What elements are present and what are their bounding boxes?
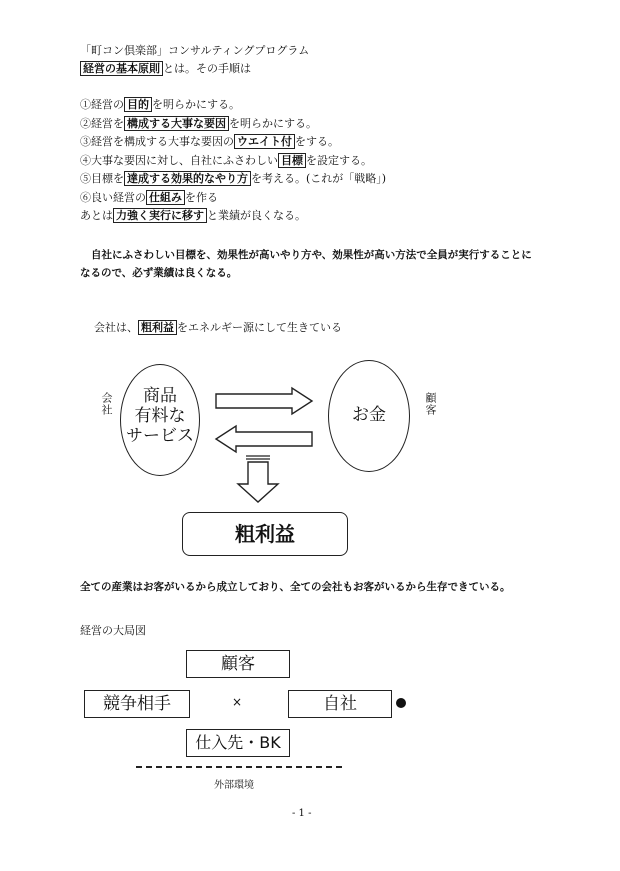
step-boxed: 構成する大事な要因 xyxy=(124,116,229,131)
step-pre: ②経営を xyxy=(80,116,124,130)
step-boxed: 目標 xyxy=(278,153,306,168)
summary-paragraph: 自社にふさわしい目標を、効果性が高いやり方や、効果性が高い方法で全員が実行することになるので、必ず業績は良くなる。 xyxy=(80,249,532,279)
step-boxed: 力強く実行に移す xyxy=(113,208,207,223)
gross-profit-box: 粗利益 xyxy=(182,512,348,556)
profit-line xyxy=(94,321,342,335)
arrow-left-icon xyxy=(212,424,316,454)
arrow-down-icon xyxy=(234,454,282,504)
step-3 xyxy=(80,135,386,149)
environment-dashed-line xyxy=(136,766,342,768)
arrow-right-icon xyxy=(212,386,316,416)
step-pre: ③経営を構成する大事な要因の xyxy=(80,135,234,148)
step-7 xyxy=(80,209,386,223)
step-pre: ⑥良い経営の xyxy=(80,190,146,204)
competitor-box: 競争相手 xyxy=(84,690,190,718)
step-boxed: 達成する効果的なやり方 xyxy=(124,171,251,186)
step-5 xyxy=(80,172,386,186)
step-2 xyxy=(80,117,386,131)
step-post: と業績が良くなる。 xyxy=(207,209,306,222)
step-pre: あとは xyxy=(80,209,113,222)
money-text: お金 xyxy=(352,405,386,425)
step-post: を設定する。 xyxy=(306,153,372,167)
step-post: を明らかにする。 xyxy=(229,116,317,130)
step-boxed: 目的 xyxy=(124,97,152,112)
step-boxed: 仕組み xyxy=(146,190,185,205)
step-post: を作る xyxy=(185,190,218,204)
step-4 xyxy=(80,154,386,168)
big-picture-title: 経営の大局図 xyxy=(80,624,146,637)
profit-line-boxed: 粗利益 xyxy=(138,320,177,335)
steps-list xyxy=(80,98,386,228)
principles-heading-boxed: 経営の基本原則 xyxy=(80,61,163,76)
step-pre: ④大事な要因に対し、自社にふさわしい xyxy=(80,153,278,167)
step-pre: ⑤目標を xyxy=(80,172,124,185)
profit-line-pre: 会社は、 xyxy=(94,321,138,334)
self-company-box: 自社 xyxy=(288,690,392,718)
principles-heading xyxy=(80,62,251,76)
company-label: 会社 xyxy=(100,392,113,416)
step-post: をする。 xyxy=(295,135,339,148)
step-1 xyxy=(80,98,386,112)
step-pre: ①経営の xyxy=(80,98,124,111)
step-boxed: ウエイト付 xyxy=(234,134,295,149)
times-symbol: × xyxy=(232,695,243,709)
customer-box: 顧客 xyxy=(186,650,290,678)
step-6 xyxy=(80,191,386,205)
step-post: を考える。(これが「戦略」) xyxy=(251,172,387,185)
environment-label: 外部環境 xyxy=(214,780,254,791)
industry-note: 全ての産業はお客がいるから成立しており、全ての会社もお客がいるから生存できている。 xyxy=(80,581,511,593)
customer-label: 顧客 xyxy=(424,392,437,416)
page-number: - 1 - xyxy=(292,808,312,819)
bullet-dot-icon xyxy=(396,698,406,708)
step-post: を明らかにする。 xyxy=(152,98,240,111)
principles-heading-rest: とは。その手順は xyxy=(163,62,251,75)
supplier-box: 仕入先・BK xyxy=(186,729,290,757)
program-title: 「町コン倶楽部」コンサルティングプログラム xyxy=(80,44,310,57)
product-service-text: 商品 有料な サービス xyxy=(126,386,194,446)
profit-line-post: をエネルギー源にして生きている xyxy=(177,321,342,334)
